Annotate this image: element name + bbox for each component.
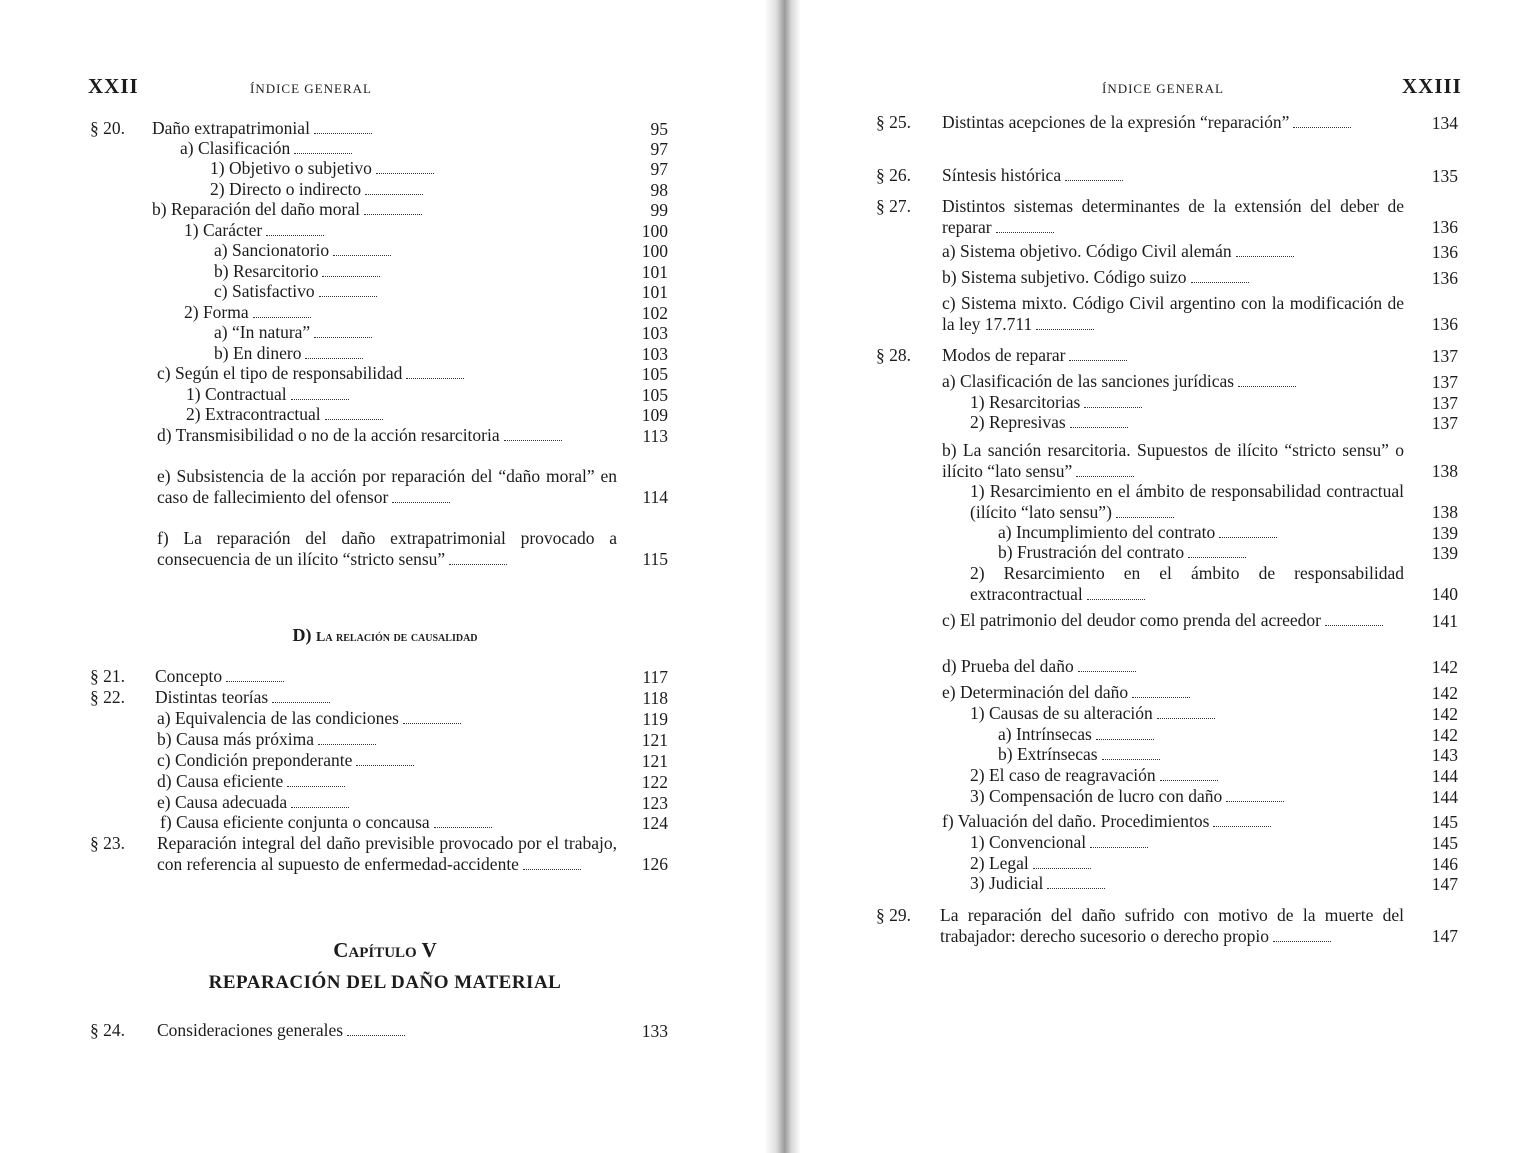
toc-page-number: 134 bbox=[1431, 113, 1458, 133]
toc-entry-title: 1) Objetivo o subjetivo bbox=[210, 158, 372, 178]
toc-section-number: § 28. bbox=[876, 345, 911, 365]
dot-leader bbox=[266, 221, 324, 236]
dot-leader bbox=[1102, 745, 1160, 760]
toc-entry-title: b) Extrínsecas bbox=[998, 744, 1098, 764]
toc-page-number: 147 bbox=[1431, 926, 1458, 946]
dot-leader bbox=[1076, 462, 1134, 477]
toc-page-number: 143 bbox=[1431, 745, 1458, 765]
dot-leader bbox=[1036, 315, 1094, 330]
toc-section-number: § 27. bbox=[876, 196, 911, 216]
toc-section-number: § 26. bbox=[876, 165, 911, 185]
dot-leader bbox=[287, 772, 345, 787]
dot-leader bbox=[322, 262, 380, 277]
running-head: ÍNDICE GENERAL bbox=[250, 81, 372, 96]
toc-entry-title: a) Sancionatorio bbox=[214, 240, 330, 260]
dot-leader bbox=[291, 385, 349, 400]
dot-leader bbox=[1157, 704, 1215, 719]
dot-leader bbox=[253, 303, 311, 318]
toc-entry-title: b) Resarcitorio bbox=[214, 261, 319, 281]
dot-leader bbox=[1084, 393, 1142, 408]
toc-page-number: 119 bbox=[642, 709, 668, 729]
toc-page-number: 122 bbox=[641, 772, 668, 792]
toc-entry-title: Daño extrapatrimonial bbox=[152, 118, 310, 138]
toc-page-number: 101 bbox=[641, 262, 668, 282]
toc-page-number: 105 bbox=[641, 385, 668, 405]
dot-leader bbox=[1325, 611, 1383, 626]
dot-leader bbox=[365, 180, 423, 195]
toc-section-number: § 29. bbox=[876, 905, 911, 925]
toc-section-number: § 22. bbox=[90, 687, 125, 707]
toc-entry-title: 1) Carácter bbox=[184, 220, 263, 240]
toc-entry-title: Distintas teorías bbox=[155, 687, 269, 707]
toc-page-number: 97 bbox=[650, 159, 668, 179]
toc-page-number: 135 bbox=[1431, 166, 1458, 186]
toc-entry-title: a) Intrínsecas bbox=[998, 724, 1092, 744]
toc-page-number: 147 bbox=[1431, 874, 1458, 894]
toc-entry-title: f) La reparación del daño extrapatrimonial provocado a consecuencia de un ilícito “stricto sensu” bbox=[157, 528, 617, 569]
toc-page-number: 121 bbox=[641, 730, 668, 750]
section-heading-letter: D) bbox=[292, 625, 312, 645]
dot-leader bbox=[1236, 242, 1294, 257]
dot-leader bbox=[1090, 833, 1148, 848]
toc-page-number: 137 bbox=[1431, 372, 1458, 392]
dot-leader bbox=[392, 488, 450, 503]
dot-leader bbox=[1116, 503, 1174, 518]
toc-section-number: § 21. bbox=[90, 666, 125, 686]
dot-leader bbox=[1219, 523, 1277, 538]
toc-entry-title: 3) Judicial bbox=[970, 873, 1044, 893]
toc-entry-title: 1) Convencional bbox=[970, 832, 1087, 852]
toc-entry-title: a) Sistema objetivo. Código Civil alemán bbox=[942, 241, 1232, 261]
toc-page-number: 97 bbox=[650, 139, 668, 159]
toc-entry-title: a) “In natura” bbox=[214, 322, 311, 342]
dot-leader bbox=[403, 709, 461, 724]
section-heading-title: La relación de causalidad bbox=[315, 630, 478, 645]
toc-page-number: 103 bbox=[641, 323, 668, 343]
toc-page-number: 136 bbox=[1431, 217, 1458, 237]
section-heading bbox=[150, 625, 620, 646]
dot-leader bbox=[434, 813, 492, 828]
dot-leader bbox=[1078, 657, 1136, 672]
toc-page-number: 138 bbox=[1431, 461, 1458, 481]
toc-page-number: 114 bbox=[642, 487, 668, 507]
toc-page-number: 146 bbox=[1431, 854, 1458, 874]
toc-entry-title: Síntesis histórica bbox=[942, 165, 1062, 185]
toc-page-number: 138 bbox=[1431, 502, 1458, 522]
toc-page-number: 123 bbox=[641, 793, 668, 813]
toc-entry-title: b) Frustración del contrato bbox=[998, 542, 1185, 562]
page-number: XXII bbox=[88, 74, 139, 98]
toc-page-number: 99 bbox=[650, 200, 668, 220]
toc-page-number: 95 bbox=[650, 119, 668, 139]
toc-page-number: 136 bbox=[1431, 268, 1458, 288]
toc-page-number: 139 bbox=[1431, 523, 1458, 543]
dot-leader bbox=[996, 218, 1054, 233]
toc-page-number: 98 bbox=[650, 180, 668, 200]
toc-page-number: 145 bbox=[1431, 833, 1458, 853]
dot-leader bbox=[314, 323, 372, 338]
dot-leader bbox=[1191, 268, 1249, 283]
dot-leader bbox=[1273, 927, 1331, 942]
dot-leader bbox=[325, 405, 383, 420]
dot-leader bbox=[1065, 166, 1123, 181]
toc-page-number: 137 bbox=[1431, 413, 1458, 433]
toc-entry-title: Modos de reparar bbox=[942, 345, 1066, 365]
toc-entry-title: b) La sanción resarcitoria. Supuestos de ilícito “stricto sensu” o ilícito “lato sensu” bbox=[942, 440, 1404, 481]
right-page bbox=[790, 0, 1536, 1153]
toc-page-number: 142 bbox=[1431, 704, 1458, 724]
toc-page-number: 100 bbox=[641, 241, 668, 261]
dot-leader bbox=[504, 426, 562, 441]
dot-leader bbox=[333, 241, 391, 256]
dot-leader bbox=[1069, 346, 1127, 361]
dot-leader bbox=[1213, 812, 1271, 827]
toc-entry-title: Reparación integral del daño previsible provocado por el trabajo, con referencia al supuesto de enfermedad-accidente bbox=[157, 833, 617, 874]
toc-entry-title: 2) Represivas bbox=[970, 412, 1066, 432]
toc-entry-title: Consideraciones generales bbox=[157, 1020, 344, 1040]
toc-entry-title: c) Satisfactivo bbox=[214, 281, 315, 301]
toc-page-number: 139 bbox=[1431, 543, 1458, 563]
toc-entry-title: Distintos sistemas determinantes de la extensión del deber de reparar bbox=[942, 196, 1404, 237]
dot-leader bbox=[1160, 766, 1218, 781]
toc-entry-title: d) Prueba del daño bbox=[942, 656, 1074, 676]
dot-leader bbox=[449, 550, 507, 565]
chapter-label: Capítulo V bbox=[333, 938, 437, 962]
toc-page-number: 145 bbox=[1431, 812, 1458, 832]
toc-page-number: 126 bbox=[641, 854, 668, 874]
toc-page-number: 102 bbox=[641, 303, 668, 323]
toc-entry-title: d) Causa eficiente bbox=[157, 771, 284, 791]
toc-entry-title: 1) Resarcitorias bbox=[970, 392, 1081, 412]
toc-page-number: 133 bbox=[641, 1021, 668, 1041]
toc-entry-title: c) Sistema mixto. Código Civil argentino con la modificación de la ley 17.711 bbox=[942, 293, 1404, 334]
toc-section-number: § 20. bbox=[90, 118, 125, 138]
toc-page-number: 140 bbox=[1431, 584, 1458, 604]
toc-page-number: 105 bbox=[641, 364, 668, 384]
dot-leader bbox=[294, 139, 352, 154]
dot-leader bbox=[1047, 874, 1105, 889]
toc-page-number: 103 bbox=[641, 344, 668, 364]
page-number: XXIII bbox=[1402, 74, 1462, 98]
toc-entry-title: La reparación del daño sufrido con motivo de la muerte del trabajador: derecho sucesorio o derecho propio bbox=[940, 905, 1404, 946]
dot-leader bbox=[356, 751, 414, 766]
toc-entry-title: b) Reparación del daño moral bbox=[152, 199, 360, 219]
dot-leader bbox=[364, 200, 422, 215]
toc-page-number: 137 bbox=[1431, 346, 1458, 366]
toc-page-number: 101 bbox=[641, 282, 668, 302]
toc-entry-title: b) En dinero bbox=[214, 343, 302, 363]
toc-page-number: 142 bbox=[1431, 683, 1458, 703]
toc-page-number: 113 bbox=[642, 426, 668, 446]
chapter-title: REPARACIÓN DEL DAÑO MATERIAL bbox=[208, 972, 562, 993]
dot-leader bbox=[1132, 683, 1190, 698]
toc-entry-title: f) Valuación del daño. Procedimientos bbox=[942, 811, 1210, 831]
dot-leader bbox=[1070, 413, 1128, 428]
toc-entry-title: 2) Extracontractual bbox=[186, 404, 321, 424]
toc-page-number: 136 bbox=[1431, 242, 1458, 262]
toc-page-number: 118 bbox=[642, 688, 668, 708]
toc-page-number: 142 bbox=[1431, 725, 1458, 745]
dot-leader bbox=[1096, 725, 1154, 740]
toc-entry-title: 2) Directo o indirecto bbox=[210, 179, 362, 199]
dot-leader bbox=[314, 119, 372, 134]
running-head: ÍNDICE GENERAL bbox=[1102, 81, 1224, 96]
toc-entry-title: b) Sistema subjetivo. Código suizo bbox=[942, 267, 1187, 287]
toc-page-number: 121 bbox=[641, 751, 668, 771]
toc-entry-title: 2) Resarcimiento en el ámbito de responsabilidad extracontractual bbox=[970, 563, 1404, 604]
dot-leader bbox=[226, 667, 284, 682]
dot-leader bbox=[1087, 585, 1145, 600]
toc-page-number: 115 bbox=[642, 549, 668, 569]
toc-section-number: § 23. bbox=[90, 833, 125, 853]
dot-leader bbox=[272, 688, 330, 703]
toc-entry-title: a) Equivalencia de las condiciones bbox=[157, 708, 399, 728]
toc-entry-title: e) Causa adecuada bbox=[157, 792, 288, 812]
toc-entry-title: 1) Causas de su alteración bbox=[970, 703, 1153, 723]
toc-entry-title: f) Causa eficiente conjunta o concausa bbox=[160, 812, 430, 832]
toc-entry-title: a) Clasificación bbox=[180, 138, 291, 158]
toc-section-number: § 24. bbox=[90, 1020, 125, 1040]
toc-entry-title: Distintas acepciones de la expresión “reparación” bbox=[942, 112, 1290, 132]
dot-leader bbox=[1188, 543, 1246, 558]
toc-page-number: 117 bbox=[642, 667, 668, 687]
toc-page-number: 137 bbox=[1431, 393, 1458, 413]
toc-entry-title: 2) Forma bbox=[184, 302, 249, 322]
toc-entry-title: c) El patrimonio del deudor como prenda del acreedor bbox=[942, 610, 1322, 630]
toc-page-number: 124 bbox=[641, 813, 668, 833]
toc-page-number: 141 bbox=[1431, 611, 1458, 631]
dot-leader bbox=[1226, 787, 1284, 802]
dot-leader bbox=[319, 282, 377, 297]
toc-entry-title: 2) Legal bbox=[970, 853, 1029, 873]
dot-leader bbox=[305, 344, 363, 359]
toc-entry-title: e) Subsistencia de la acción por reparación del “daño moral” en caso de fallecimiento del ofensor bbox=[157, 466, 617, 507]
toc-entry-title: e) Determinación del daño bbox=[942, 682, 1129, 702]
toc-entry-title: Concepto bbox=[155, 666, 223, 686]
toc-page-number: 100 bbox=[641, 221, 668, 241]
dot-leader bbox=[347, 1021, 405, 1036]
dot-leader bbox=[318, 730, 376, 745]
dot-leader bbox=[406, 364, 464, 379]
dot-leader bbox=[1033, 854, 1091, 869]
dot-leader bbox=[1293, 113, 1351, 128]
toc-entry-title: 3) Compensación de lucro con daño bbox=[970, 786, 1223, 806]
toc-entry-title: b) Causa más próxima bbox=[157, 729, 314, 749]
toc-page-number: 136 bbox=[1431, 314, 1458, 334]
toc-entry-title: 1) Contractual bbox=[186, 384, 287, 404]
dot-leader bbox=[291, 793, 349, 808]
toc-page-number: 142 bbox=[1431, 657, 1458, 677]
toc-entry-title: d) Transmisibilidad o no de la acción resarcitoria bbox=[157, 425, 500, 445]
toc-entry-title: a) Clasificación de las sanciones jurídicas bbox=[942, 371, 1235, 391]
dot-leader bbox=[376, 159, 434, 174]
toc-section-number: § 25. bbox=[876, 112, 911, 132]
toc-page-number: 144 bbox=[1431, 787, 1458, 807]
toc-page-number: 144 bbox=[1431, 766, 1458, 786]
toc-entry-title: c) Según el tipo de responsabilidad bbox=[157, 363, 403, 383]
dot-leader bbox=[1238, 372, 1296, 387]
toc-entry-title: 1) Resarcimiento en el ámbito de responsabilidad contractual (ilícito “lato sensu”) bbox=[970, 481, 1404, 522]
toc-entry-title: c) Condición preponderante bbox=[157, 750, 353, 770]
toc-entry-title: a) Incumplimiento del contrato bbox=[998, 522, 1216, 542]
dot-leader bbox=[523, 855, 581, 870]
toc-page-number: 109 bbox=[641, 405, 668, 425]
toc-entry-title: 2) El caso de reagravación bbox=[970, 765, 1156, 785]
